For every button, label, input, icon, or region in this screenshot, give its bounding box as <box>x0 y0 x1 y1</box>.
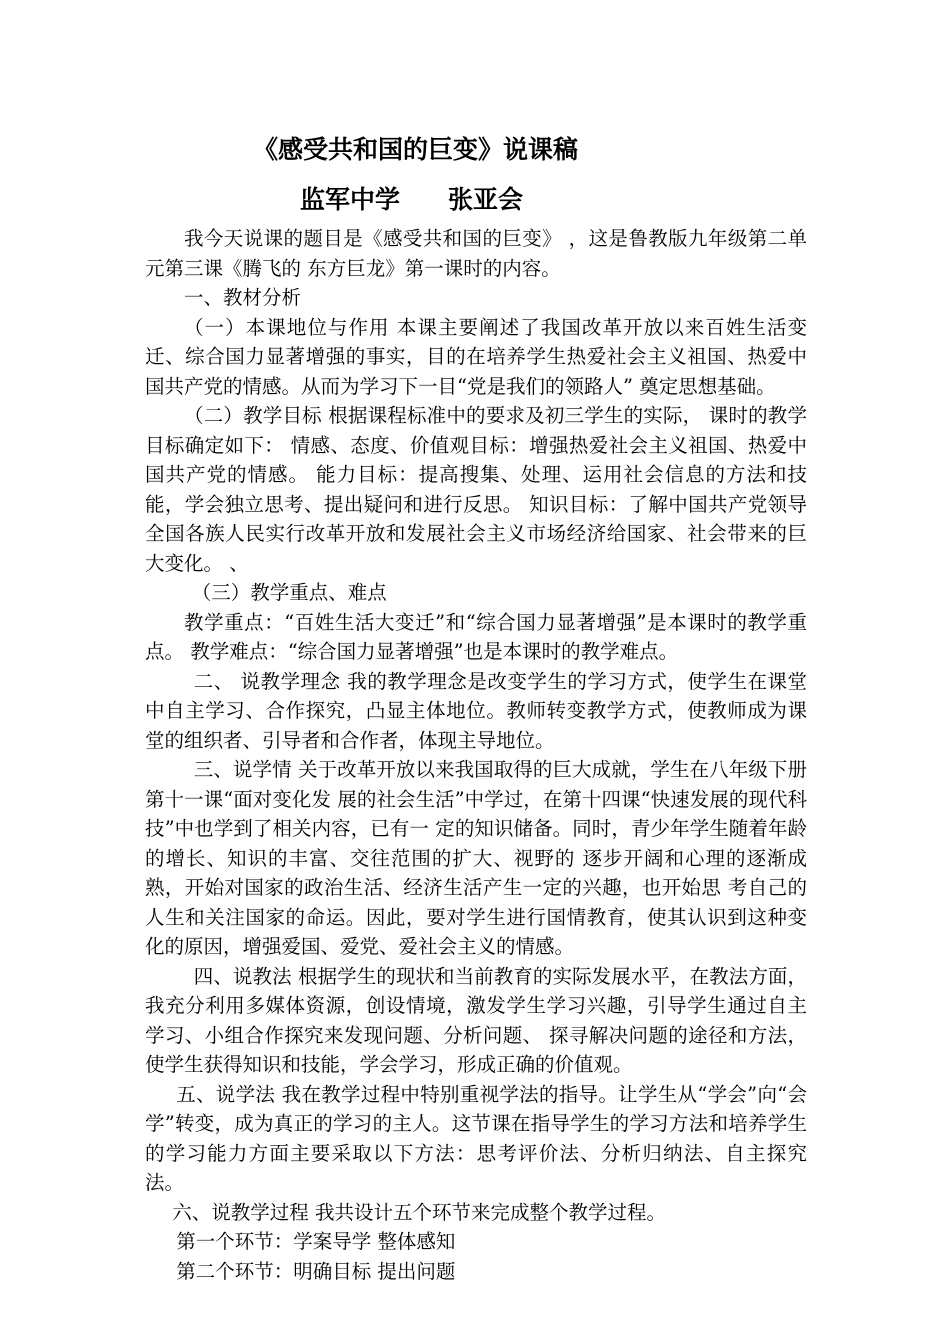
paragraph-key-points: 教学重点：“百姓生活大变迁”和“综合国力显著增强”是本课时的教学重点。 教学难点：“综合国力显著增强”也是本课时的教学难点。 <box>145 610 807 663</box>
paragraph-teaching-philosophy: 二、 说教学理念 我的教学理念是改变学生的学习方式，使学生在课堂中自主学习、合作探究，凸显主体地位。教师转变教学方式，使教师成为课堂的组织者、引导者和合作者，体现主导地位。 <box>145 669 807 752</box>
list-item-step-1: 第一个环节：学案导学 整体感知 <box>176 1230 456 1253</box>
author-name: 张亚会 <box>448 185 524 214</box>
school-name: 监军中学 <box>300 185 401 214</box>
paragraph-learning-methods: 五、说学法 我在教学过程中特别重视学法的指导。让学生从“学会”向“会学”转变，成为真正的学习的主人。这节课在指导学生的学习方法和培养学生的学习能力方面主要采取以下方法：思考评价法、分析归纳法、自主探究法。 <box>145 1082 807 1194</box>
list-item-step-2: 第二个环节：明确目标 提出问题 <box>176 1259 456 1283</box>
paragraph-lesson-role: （一）本课地位与作用 本课主要阐述了我国改革开放以来百姓生活变迁、综合国力显著增强的事实，目的在培养学生热爱社会主义祖国、热爱中国共产党的情感。从而为学习下一目“党是我们的领路人” 奠定思想基础。 <box>145 315 807 398</box>
paragraph-teaching-goals: （二）教学目标 根据课程标准中的要求及初三学生的实际， 课时的教学目标确定如下： 情感、态度、价值观目标：增强热爱社会主义祖国、热爱中国共产党的情感。 能力目标：提高搜集、处理、运用社会信息的方法和技能，学会独立思考、提出疑问和进行反思。 知识目标：了解中国共产党领导全国各族人民实行改革开放和发展社会主义市场经济给国家、社会带来的巨大变化。 、 <box>145 404 807 575</box>
paragraph-teaching-methods: 四、说教法 根据学生的现状和当前教育的实际发展水平，在教法方面，我充分利用多媒体资源，创设情境，激发学生学习兴趣，引导学生通过自主学习、小组合作探究来发现问题、分析问题、 探寻解决问题的途径和方法，使学生获得知识和技能，学会学习，形成正确的价值观。 <box>145 964 807 1076</box>
paragraph-intro: 我今天说课的题目是《感受共和国的巨变》 ，这是鲁教版九年级第二单元第三课《腾飞的 东方巨龙》第一课时的内容。 <box>145 227 807 280</box>
document-title: 《感受共和国的巨变》说课稿 <box>253 135 579 164</box>
document-body <box>145 224 807 1286</box>
paragraph-student-analysis: 三、说学情 关于改革开放以来我国取得的巨大成就，学生在八年级下册第十一课“面对变化发 展的社会生活”中学过，在第十四课“快速发展的现代科技”中也学到了相关内容，已有一 定的知识储备。同时，青少年学生随着年龄的增长、知识的丰富、交往范围的扩大、视野的 逐步开阔和心理的逐渐成熟，开始对国家的政治生活、经济生活产生一定的兴趣，也开始思 考自己的人生和关注国家的命运。因此，要对学生进行国情教育，使其认识到这种变化的原因，增强爱国、爱党、爱社会主义的情感。 <box>145 758 807 958</box>
byline <box>300 180 523 220</box>
paragraph-teaching-process: 六、说教学过程 我共设计五个环节来完成整个教学过程。 <box>172 1200 666 1224</box>
heading-textbook-analysis: 一、教材分析 <box>184 286 302 309</box>
heading-key-points: （三）教学重点、难点 <box>191 581 387 604</box>
